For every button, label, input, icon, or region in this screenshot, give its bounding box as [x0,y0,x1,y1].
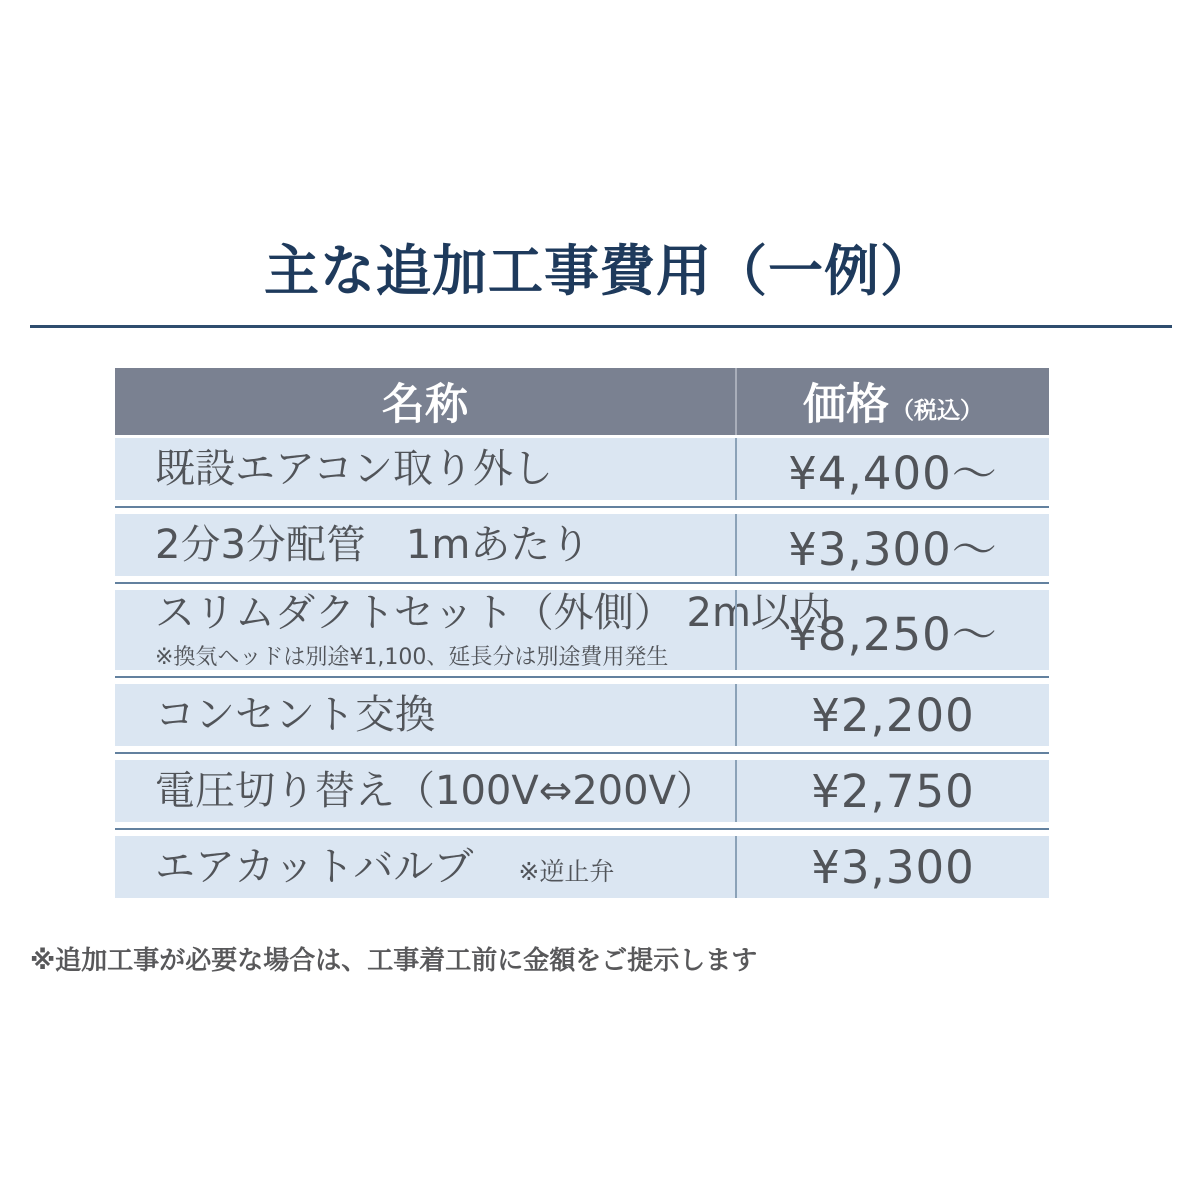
item-name-cell [115,589,831,670]
item-name [155,844,735,890]
row-divider [115,670,1049,684]
item-name-cell [115,760,735,822]
table-row [115,836,1049,898]
item-price: ¥3,300 [735,836,1049,898]
item-name: 2分3分配管 1mあたり [155,522,591,568]
row-divider-line [115,828,1049,830]
item-name-text: エアカットバルブ [155,844,474,890]
item-inline-note: ※逆止弁 [518,857,615,886]
row-divider-line [115,582,1049,584]
item-name-cell [115,438,735,500]
price-table [115,368,1049,898]
footer-note: ※追加工事が必要な場合は、工事着工前に金額をご提示します [30,946,758,976]
price-header-label: 価格 [803,380,889,430]
item-price: ¥8,250～ [735,590,1049,670]
item-price: ¥4,400～ [735,438,1049,500]
item-name: コンセント交換 [155,692,435,738]
table-row [115,590,1049,670]
item-name: 電圧切り替え（100V⇔200V） [155,768,716,814]
row-divider-line [115,676,1049,678]
item-name: 既設エアコン取り外し [155,446,553,492]
table-header-row [115,368,1049,435]
column-header-name: 名称 [382,380,468,430]
row-divider [115,576,1049,590]
item-name: スリムダクトセット（外側） 2m以内 [155,589,831,636]
item-price: ¥2,200 [735,684,1049,746]
item-price: ¥2,750 [735,760,1049,822]
item-name-cell [115,836,735,898]
table-row [115,438,1049,500]
row-divider [115,822,1049,836]
table-row [115,514,1049,576]
page-title: 主な追加工事費用（一例） [263,239,936,303]
row-divider [115,746,1049,760]
row-divider-line [115,752,1049,754]
column-header-price [735,368,1049,435]
item-name-cell [115,684,735,746]
table-row [115,684,1049,746]
item-sub-note: ※換気ヘッドは別途¥1,100、延長分は別途費用発生 [155,644,669,670]
item-name-cell [115,514,735,576]
table-row [115,760,1049,822]
title-underline [30,325,1172,328]
row-divider-line [115,506,1049,508]
price-header-tax-note: （税込） [891,398,983,424]
item-price: ¥3,300～ [735,514,1049,576]
